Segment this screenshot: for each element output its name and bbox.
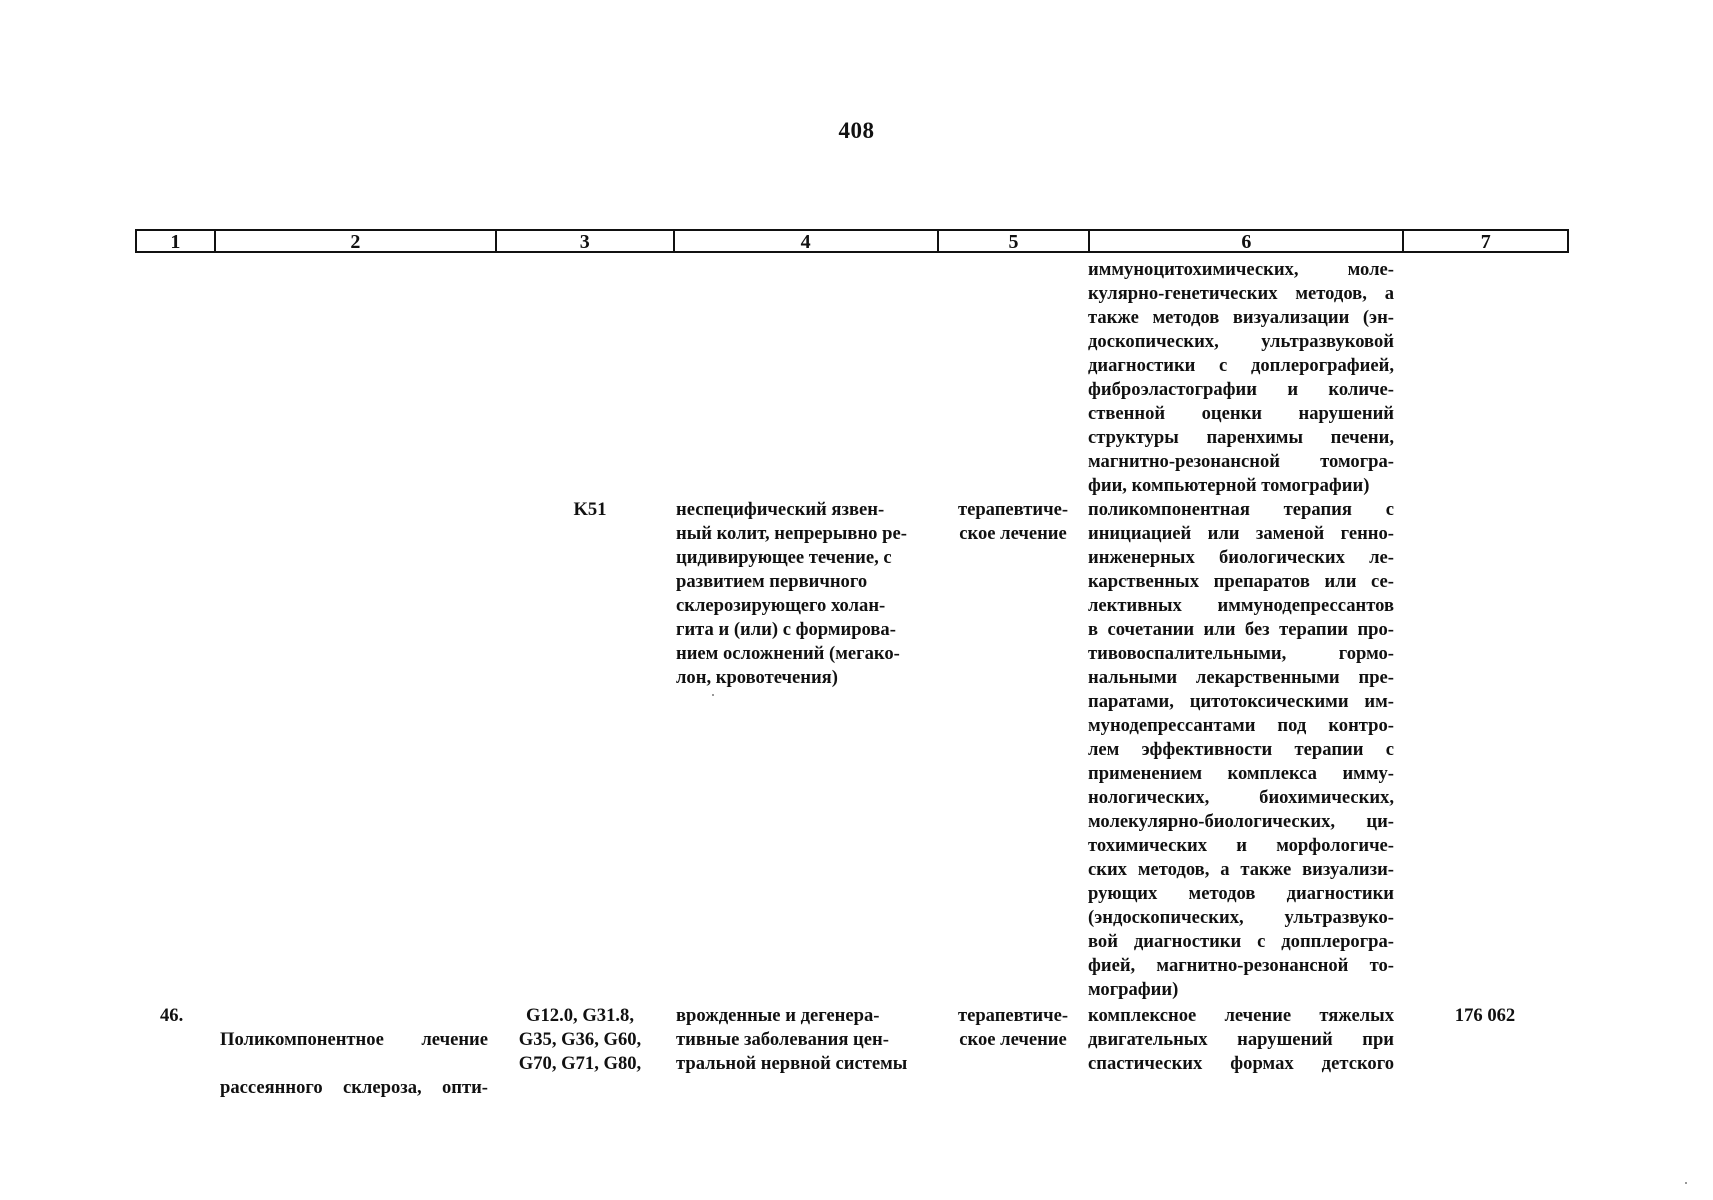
text-line: рующих методов диагностики xyxy=(1088,883,1394,904)
header-cell-4: 4 xyxy=(673,231,937,251)
text-line: поликомпонентная терапия с xyxy=(1088,499,1394,520)
text-line: структуры паренхимы печени, xyxy=(1088,427,1394,448)
text-line: лем эффективности терапии с xyxy=(1088,739,1394,760)
text-line: рассеянного склероза, опти- xyxy=(220,1077,488,1098)
header-cell-2: 2 xyxy=(214,231,495,251)
prev-row-methods-text xyxy=(1088,258,1394,498)
k51-methods-text xyxy=(1088,498,1394,1002)
header-cell-7: 7 xyxy=(1402,231,1567,251)
text-line: молекулярно-биологических, ци- xyxy=(1088,811,1394,832)
row-46-cost: 176 062 xyxy=(1454,1005,1516,1026)
text-line: мографии) xyxy=(1088,979,1179,1000)
text-line: иммуноцитохимических, моле- xyxy=(1088,259,1394,280)
scan-speck xyxy=(712,694,714,696)
text-line: магнитно-резонансной томогра- xyxy=(1088,451,1394,472)
text-line: доскопических, ультразвуковой xyxy=(1088,331,1394,352)
k51-code: K51 xyxy=(573,499,607,520)
text-line: ственной оценки нарушений xyxy=(1088,403,1394,424)
text-line: диагностики с доплерографией, xyxy=(1088,355,1394,376)
text-line: инженерных биологических ле- xyxy=(1088,547,1394,568)
text-line: тохимических и морфологиче- xyxy=(1088,835,1394,856)
text-line: лективных иммунодепрессантов xyxy=(1088,595,1394,616)
row-46-treatment-type: терапевтиче- ское лечение xyxy=(957,1005,1069,1050)
header-cell-6: 6 xyxy=(1088,231,1402,251)
row-46-name xyxy=(220,1004,488,1124)
text-line: Поликомпонентное лечение xyxy=(220,1029,488,1050)
text-line: фиброэластографии и количе- xyxy=(1088,379,1394,400)
row-46-codes: G12.0, G31.8, G35, G36, G60, G70, G71, G80, xyxy=(518,1005,642,1074)
row-46-methods-text xyxy=(1088,1004,1394,1076)
text-line: применением комплекса имму- xyxy=(1088,763,1394,784)
text-line: (эндоскопических, ультразвуко- xyxy=(1088,907,1394,928)
row-46-number: 46. xyxy=(160,1005,184,1026)
page-number: 408 xyxy=(838,118,875,143)
header-cell-3: 3 xyxy=(495,231,673,251)
text-line: двигательных нарушений при xyxy=(1088,1029,1394,1050)
header-cell-1: 1 xyxy=(170,231,181,253)
text-line: комплексное лечение тяжелых xyxy=(1088,1005,1394,1026)
k51-diagnosis: неспецифический язвен- ный колит, непрерывно ре- цидивирующее течение, с развитием первичного склерозирующего холан- гита и (или) с формирова- нием осложнений (мегако- лон, кровотечения) xyxy=(676,499,907,688)
text-line: инициацией или заменой генно- xyxy=(1088,523,1394,544)
table-header-row xyxy=(135,229,1569,253)
text-line: нологических, биохимических, xyxy=(1088,787,1394,808)
text-line: фией, магнитно-резонансной то- xyxy=(1088,955,1394,976)
text-line: тивовоспалительными, гормо- xyxy=(1088,643,1394,664)
text-line: спастических формах детского xyxy=(1088,1053,1394,1074)
text-line: кулярно-генетических методов, а xyxy=(1088,283,1394,304)
text-line: ских методов, а также визуализи- xyxy=(1088,859,1394,880)
row-46-diagnosis: врожденные и дегенера- тивные заболевания цен- тральной нервной системы xyxy=(676,1005,908,1074)
header-cell-5: 5 xyxy=(937,231,1089,251)
text-line: в сочетании или без терапии про- xyxy=(1088,619,1394,640)
text-line: также методов визуализации (эн- xyxy=(1088,307,1394,328)
text-line: паратами, цитотоксическими им- xyxy=(1088,691,1394,712)
scan-speck xyxy=(1685,1182,1687,1184)
text-line: фии, компьютерной томографии) xyxy=(1088,475,1370,496)
text-line: вой диагностики с допплерогра- xyxy=(1088,931,1394,952)
text-line: карственных препаратов или се- xyxy=(1088,571,1394,592)
text-line: мунодепрессантами под контро- xyxy=(1088,715,1394,736)
k51-treatment-type: терапевтиче- ское лечение xyxy=(957,499,1069,544)
text-line: нальными лекарственными пре- xyxy=(1088,667,1394,688)
